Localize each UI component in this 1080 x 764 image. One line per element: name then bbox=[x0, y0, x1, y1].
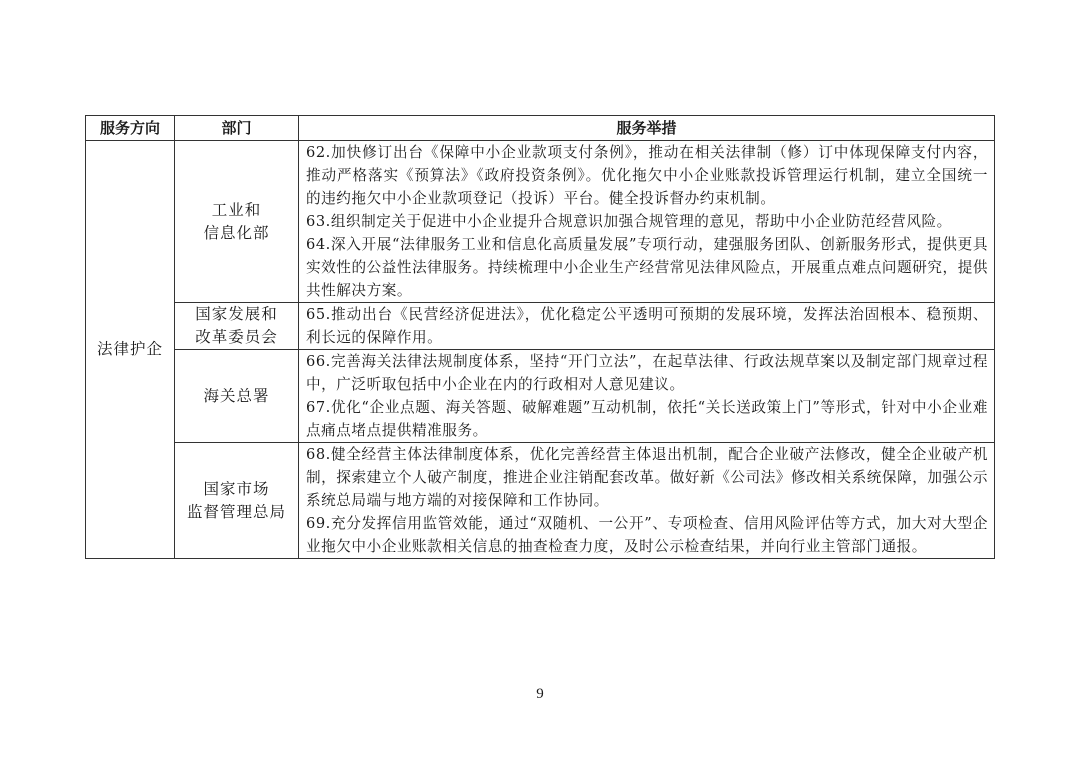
department-name-line: 信息化部 bbox=[203, 223, 270, 242]
department-name-line: 国家发展和 bbox=[195, 305, 278, 323]
department-name-line: 海关总署 bbox=[203, 386, 270, 405]
service-direction-cell: 法律护企 bbox=[86, 141, 175, 559]
measures-cell bbox=[299, 443, 995, 559]
department-name-line: 改革委员会 bbox=[195, 328, 278, 346]
department-cell bbox=[175, 443, 299, 559]
measure-item: 65.推动出台《民营经济促进法》，优化稳定公平透明可预期的发展环境，发挥法治固根本、稳预期、利长远的保障作用。 bbox=[306, 306, 988, 346]
measure-item: 66.完善海关法律法规制度体系，坚持“开门立法”，在起草法律、行政法规草案以及制定部门规章过程中，广泛听取包括中小企业在内的行政相对人意见建议。 bbox=[306, 353, 988, 393]
measures-cell bbox=[299, 350, 995, 443]
table-header-row bbox=[86, 116, 995, 141]
measure-item: 64.深入开展“法律服务工业和信息化高质量发展”专项行动，建强服务团队、创新服务形式，提供更具实效性的公益性法律服务。持续梳理中小企业生产经营常见法律风险点，开展重点难点问题研究，提供共性解决方案。 bbox=[306, 236, 988, 299]
service-measures-table bbox=[85, 115, 995, 559]
header-service-measures: 服务举措 bbox=[299, 116, 995, 141]
department-name-line: 国家市场 bbox=[203, 479, 270, 498]
measure-item: 67.优化“企业点题、海关答题、破解难题”互动机制，依托“关长送政策上门”等形式，针对中小企业难点痛点堵点提供精准服务。 bbox=[306, 399, 988, 439]
measure-item: 62.加快修订出台《保障中小企业款项支付条例》，推动在相关法律制（修）订中体现保障支付内容，推动严格落实《预算法》《政府投资条例》。优化拖欠中小企业账款投诉管理运行机制，建立全国统一的违约拖欠中小企业款项登记（投诉）平台。健全投诉督办约束机制。 bbox=[306, 144, 988, 207]
table-row bbox=[86, 141, 995, 303]
measures-cell bbox=[299, 141, 995, 303]
header-service-direction: 服务方向 bbox=[86, 116, 175, 141]
department-cell bbox=[175, 141, 299, 303]
department-cell bbox=[175, 350, 299, 443]
table-row bbox=[86, 303, 995, 350]
table-row bbox=[86, 350, 995, 443]
table-row bbox=[86, 443, 995, 559]
measure-item: 69.充分发挥信用监管效能，通过“双随机、一公开”、专项检查、信用风险评估等方式，加大对大型企业拖欠中小企业账款相关信息的抽查检查力度，及时公示检查结果，并向行业主管部门通报。 bbox=[306, 515, 988, 555]
department-cell bbox=[175, 303, 299, 350]
header-department: 部门 bbox=[175, 116, 299, 141]
measure-item: 68.健全经营主体法律制度体系，优化完善经营主体退出机制，配合企业破产法修改，健全企业破产机制，探索建立个人破产制度，推进企业注销配套改革。做好新《公司法》修改相关系统保障，加强公示系统总局端与地方端的对接保障和工作协同。 bbox=[306, 446, 988, 509]
measures-cell bbox=[299, 303, 995, 350]
department-name-line: 监督管理总局 bbox=[186, 502, 286, 521]
department-name-line: 工业和 bbox=[211, 200, 262, 219]
measure-item: 63.组织制定关于促进中小企业提升合规意识加强合规管理的意见，帮助中小企业防范经营风险。 bbox=[306, 213, 952, 230]
page-number: 9 bbox=[536, 686, 544, 702]
